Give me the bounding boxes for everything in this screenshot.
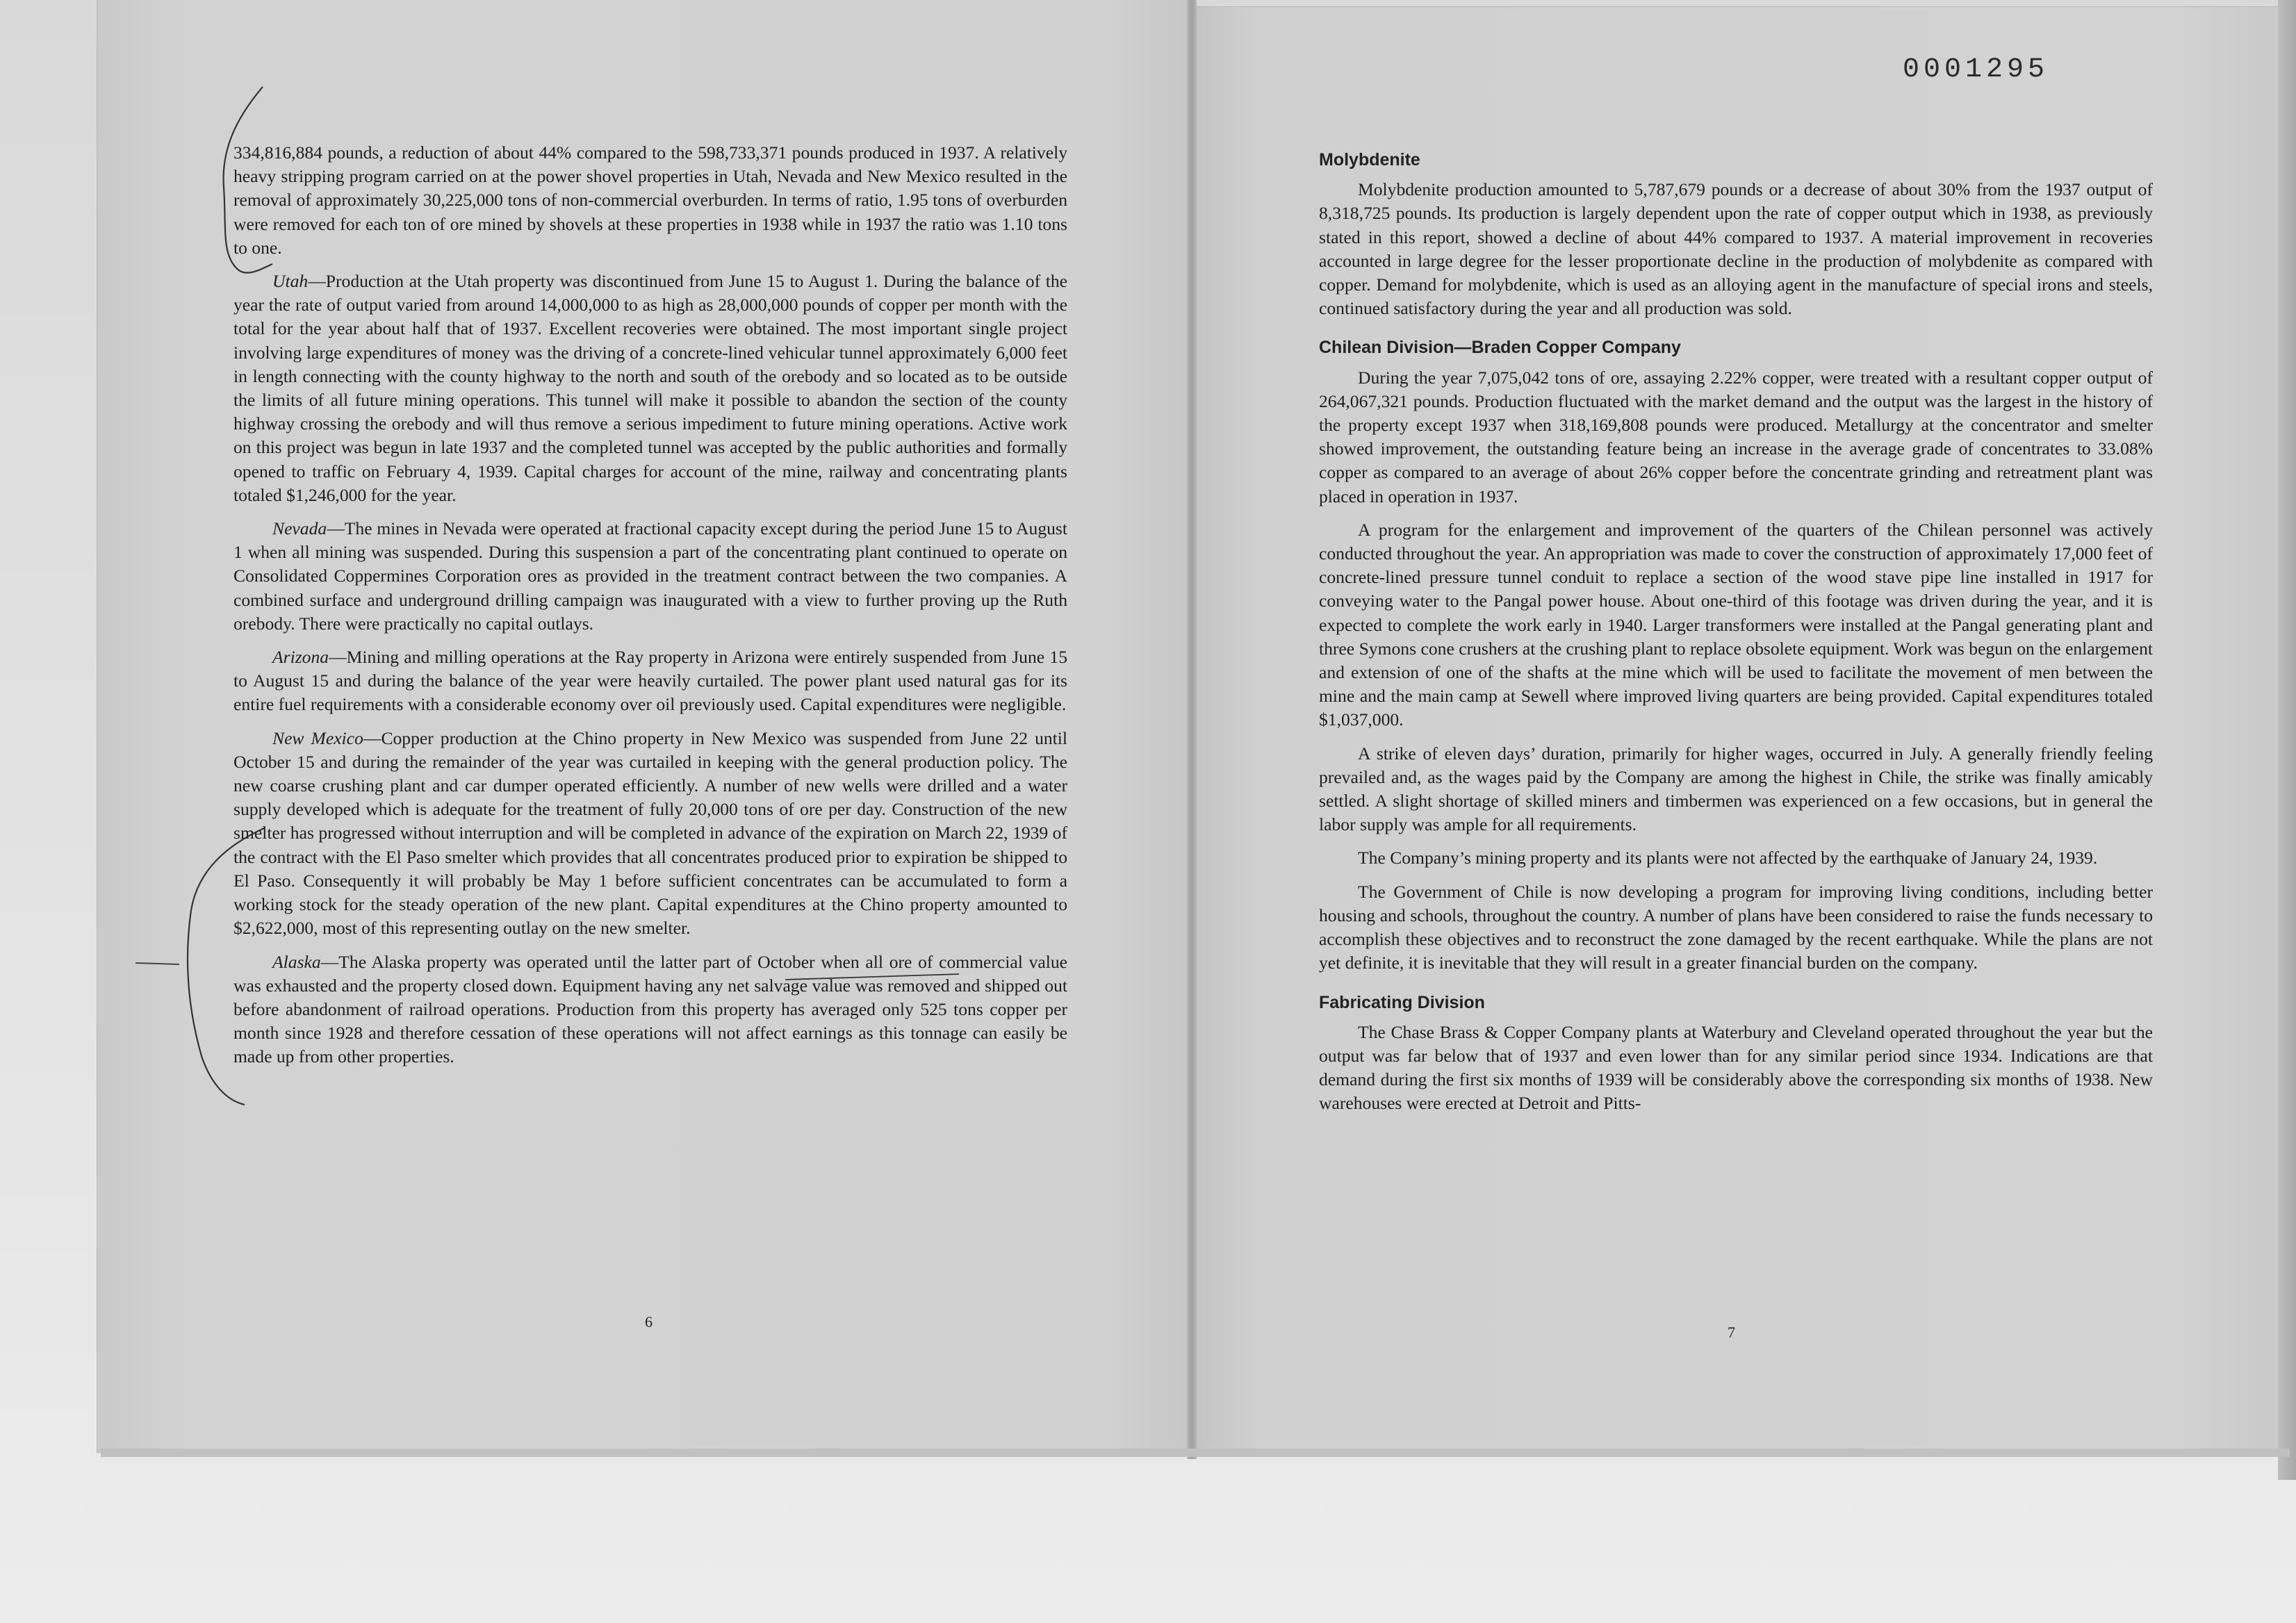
paragraph-text: —Production at the Utah property was discontinued from June 15 to August 1. During the balance of the year the rate of output varied from around 14,000,000 to as high as 28,000,000 pounds of copper per month with the total for the year about half that of 1937. Excellent recoveries were obtained. The most important single project involving large expenditures of money was the driving of a concrete-lined vehicular tunnel approximately 6,000 feet in length connecting with the county highway to the north and south of the orebody and so located as to be outside the limits of all future mining operations. This tunnel will make it possible to abandon the section of the county highway crossing the orebody and will thus remove a serious impediment to future mining operations. Active work on this project was begun in late 1937 and the completed tunnel was accepted by the public authorities and formally opened to traffic on February 4, 1939. Capital charges for account of the mine, railway and concentrating plants totaled $1,246,000 for the year. (233, 271, 1067, 505)
page-number: 6 (645, 1313, 653, 1330)
paragraph-text: —Mining and milling operations at the Ray property in Arizona were entirely suspended from June 15 to August 15 and during the balance of the year were heavily curtailed. The power plant used natural gas for its entire fuel requirements with a considerable economy over oil previously used. Capital expenditures were negligible. (233, 647, 1067, 715)
section-heading: Chilean Division—Braden Copper Company (1319, 338, 1681, 358)
paragraph-lead: Nevada (272, 518, 327, 539)
paragraph-lead: Utah (272, 271, 309, 292)
paragraph-copper-summary (233, 141, 1067, 260)
paragraph: The Government of Chile is now developing a program for improving living conditions, including better housing and schools, throughout the country. A number of plans have been considered to raise the funds necessary to accomplish these objectives and to reconstruct the zone damaged by the recent earthquake. While the plans are not yet definite, it is inevitable that they will result in a greater financial burden on the company. (1319, 881, 2153, 973)
page-bottom-edge (101, 1449, 2290, 1457)
paragraph: The Chase Brass & Copper Company plants at Waterbury and Cleveland operated throughout the year but the output was far below that of 1937 and even lower than for any similar period since 1934. Indications are that demand during the first six months of 1939 will be considerably above the corresponding six months of 1938. New warehouses were erected at Detroit and Pitts- (1319, 1021, 2153, 1114)
paragraph-lead: New Mexico (272, 727, 363, 748)
paragraph-new-mexico (233, 727, 1067, 941)
paragraph-text: —The mines in Nevada were operated at fractional capacity except during the period June 15 to August 1 when all mining was suspended. During this suspension a part of the concentrating plant continued to operate on Consolidated Coppermines Corporation ores as provided in the treatment contract between the two companies. A combined surface and underground drilling campaign was inaugurated with a view to further proving up the Ruth orebody. There were practically no capital outlays. (233, 518, 1067, 634)
paragraph-lead: Arizona (272, 647, 329, 668)
left-page-text (233, 141, 1067, 1079)
paragraph-alaska (233, 950, 1067, 1069)
paragraph-text: —The Alaska property was operated until the latter part of October when all ore of commercial value was exhausted and the property closed down. Equipment having any net salvage value was removed and shipped out before abandonment of railroad operations. Production from this property has averaged only 525 tons copper per month since 1928 and therefore cessation of these operations will not affect earnings as this tonnage can easily be made up from other properties. (233, 951, 1067, 1067)
page-number: 7 (1728, 1324, 1735, 1341)
page-stack-edge (2278, 0, 2296, 1480)
right-page-text (1319, 148, 2153, 1126)
paragraph-utah (233, 270, 1067, 507)
paragraph: A strike of eleven days’ duration, primarily for higher wages, occurred in July. A generally friendly feeling prevailed and, as the wages paid by the Company are among the highest in Chile, the strike was finally amicably settled. A slight shortage of skilled miners and timbermen was experienced on a few occasions, but in general the labor supply was ample for all requirements. (1319, 743, 2153, 835)
paragraph-nevada (233, 517, 1067, 636)
paragraph-lead: Alaska (272, 951, 321, 972)
section-heading: Molybdenite (1319, 150, 1420, 170)
paragraph-arizona (233, 645, 1067, 717)
book-gutter (1187, 0, 1197, 1459)
paragraph: A program for the enlargement and improvement of the quarters of the Chilean personnel was actively conducted throughout the year. An appropriation was made to cover the construction of approximately 17,000 feet of concrete-lined pressure tunnel conduit to replace a section of the wood stave pipe line installed in 1917 for conveying water to the Pangal power house. About one-third of this footage was driven during the year, and it is expected to complete the work early in 1940. Larger transformers were installed at the Pangal generating plant and three Symons cone crushers at the crushing plant to replace obsolete equipment. Work was begun on the enlargement and extension of one of the shafts at the mine which will be used to facilitate the movement of men between the mine and the main camp at Sewell where improved living quarters are being provided. Capital expenditures totaled $1,037,000. (1319, 519, 2153, 730)
document-stamp-number: 0001295 (1903, 54, 2049, 85)
section-heading: Fabricating Division (1319, 992, 1485, 1012)
paragraph-text: 334,816,884 pounds, a reduction of about 44% compared to the 598,733,371 pounds produced in 1937. A relatively heavy stripping program carried on at the power shovel properties in Utah, Nevada and New Mexico resulted in the removal of approximately 30,225,000 tons of non-commercial overburden. In terms of ratio, 1.95 tons of overburden were removed for each ton of ore mined by shovels at these properties in 1938 while in 1937 the ratio was 1.10 tons to one. (233, 142, 1067, 258)
paragraph: During the year 7,075,042 tons of ore, assaying 2.22% copper, were treated with a resultant copper output of 264,067,321 pounds. Production fluctuated with the market demand and the output was the largest in the history of the property except 1937 when 318,169,808 pounds were produced. Metallurgy at the concentrator and smelter showed improvement, the outstanding feature being an increase in the average grade of concentrates to 33.08% copper as compared to an average of about 26% copper before the concentrate grinding and retreatment plant was placed in operation in 1937. (1319, 367, 2153, 506)
paragraph-text: —Copper production at the Chino property in New Mexico was suspended from June 22 until October 15 and during the remainder of the year was curtailed in keeping with the general production policy. The new coarse crushing plant and car dumper operated efficiently. A number of new wells were drilled and a water supply developed which is adequate for the treatment of fully 20,000 tons of ore per day. Construction of the new smelter has progressed without interruption and will be completed in advance of the expiration on March 22, 1939 of the contract with the El Paso smelter which provides that all concentrates produced prior to expiration be shipped to El Paso. Consequently it will probably be May 1 before sufficient concentrates can be accumulated to form a working stock for the steady operation of the new plant. Capital expenditures at the Chino property amounted to $2,622,000, most of this representing outlay on the new smelter. (233, 727, 1067, 939)
paragraph: The Company’s mining property and its plants were not affected by the earthquake of January 24, 1939. (1358, 848, 2098, 868)
paragraph: Molybdenite production amounted to 5,787,679 pounds or a decrease of about 30% from the 1937 output of 8,318,725 pounds. Its production is largely dependent upon the rate of copper output which in 1938, as previously stated in this report, showed a decline of about 44% compared to 1937. A material improvement in recoveries accounted in large degree for the lesser proportionate decline in the production of molybdenite as compared with copper. Demand for molybdenite, which is used as an alloying agent in the manufacture of special irons and steels, continued satisfactory during the year and all production was sold. (1319, 179, 2153, 319)
